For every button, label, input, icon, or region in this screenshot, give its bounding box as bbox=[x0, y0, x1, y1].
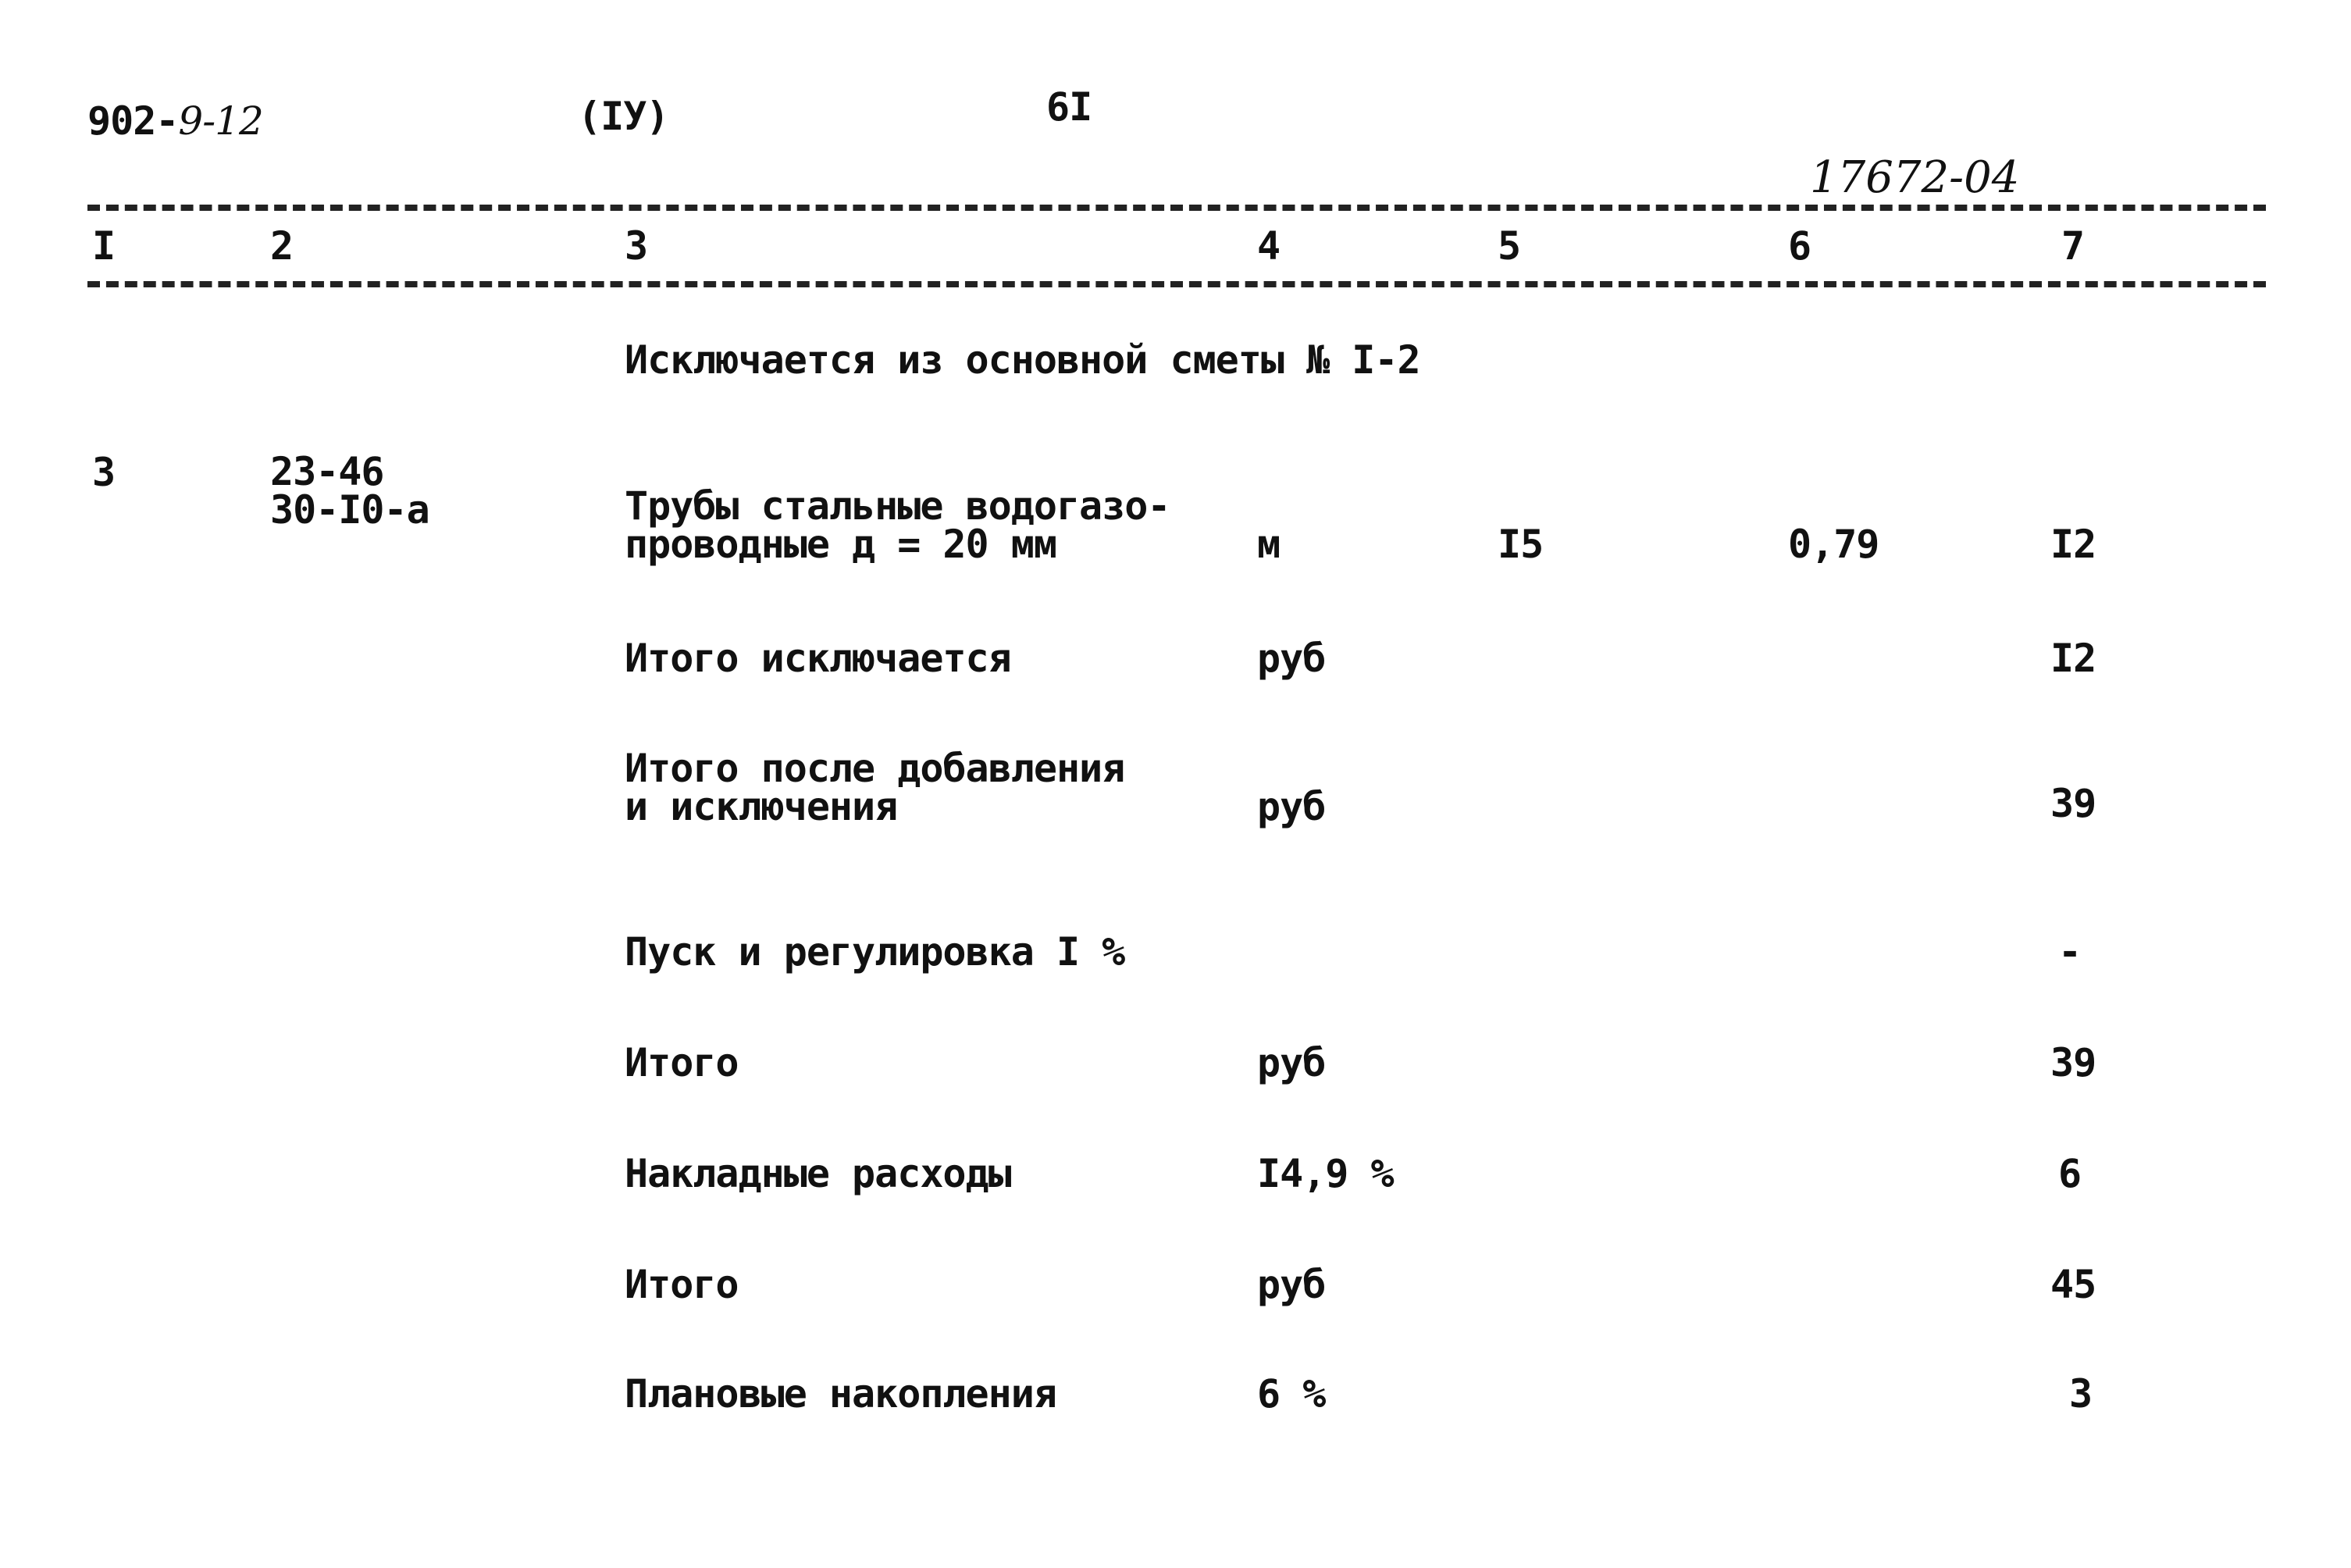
document-number-handwritten: 9-12 bbox=[178, 98, 263, 144]
column-header-6: 6 bbox=[1788, 223, 1811, 269]
summary-label: Итого bbox=[625, 1262, 739, 1307]
summary-unit: I4,9 % bbox=[1257, 1151, 1394, 1196]
handwritten-code: 17672-04 bbox=[1810, 152, 2020, 203]
summary-label: Пуск и регулировка I % bbox=[625, 929, 1125, 975]
column-header-7: 7 bbox=[2061, 223, 2085, 269]
summary-value: - bbox=[2058, 929, 2082, 975]
summary-unit: руб bbox=[1257, 1262, 1326, 1307]
document-number-printed: 902- bbox=[87, 98, 179, 144]
summary-label: Плановые накопления bbox=[625, 1371, 1056, 1417]
item-row-number: 3 bbox=[92, 450, 116, 495]
item-unit-price: 0,79 bbox=[1788, 522, 1879, 567]
item-code-2: 30-I0-а bbox=[270, 487, 429, 533]
column-header-1: I bbox=[92, 223, 116, 269]
summary-value: 45 bbox=[2050, 1262, 2096, 1307]
section-label: (IУ) bbox=[578, 94, 669, 139]
summary-value: 39 bbox=[2050, 1040, 2096, 1085]
item-quantity: I5 bbox=[1498, 522, 1544, 567]
summary-unit: руб bbox=[1257, 636, 1326, 681]
summary-label: Итого bbox=[625, 1040, 739, 1085]
column-header-2: 2 bbox=[270, 223, 294, 269]
item-description-line-2: проводные д = 20 мм bbox=[625, 522, 1056, 567]
summary-label: Итого исключается bbox=[625, 636, 1011, 681]
item-description-line-1: Трубы стальные водогазо- bbox=[625, 483, 1170, 529]
summary-value: 39 bbox=[2050, 781, 2096, 826]
summary-label: Накладные расходы bbox=[625, 1151, 1011, 1196]
summary-label-line-1: Итого после добавления bbox=[625, 746, 1125, 791]
item-description bbox=[625, 483, 1170, 567]
column-header-3: 3 bbox=[625, 223, 648, 269]
column-header-4: 4 bbox=[1257, 223, 1281, 269]
summary-label bbox=[625, 746, 1125, 829]
item-codes bbox=[270, 449, 429, 533]
item-code-1: 23-46 bbox=[270, 449, 384, 494]
summary-unit: руб bbox=[1257, 1040, 1326, 1085]
summary-value: 6 bbox=[2058, 1151, 2082, 1196]
column-header-5: 5 bbox=[1498, 223, 1521, 269]
summary-value: 3 bbox=[2069, 1371, 2093, 1417]
header-bottom-rule bbox=[87, 281, 2266, 287]
header-top-rule bbox=[87, 205, 2266, 211]
document-number bbox=[87, 98, 263, 144]
summary-unit: руб bbox=[1257, 784, 1326, 829]
summary-label-line-2: и исключения bbox=[625, 784, 898, 829]
item-total: I2 bbox=[2050, 522, 2096, 567]
item-unit: м bbox=[1257, 522, 1281, 567]
section-title: Исключается из основной сметы № I-2 bbox=[625, 337, 1420, 383]
summary-unit: 6 % bbox=[1257, 1371, 1326, 1417]
page-number: 6I bbox=[1046, 84, 1092, 130]
summary-value: I2 bbox=[2050, 636, 2096, 681]
